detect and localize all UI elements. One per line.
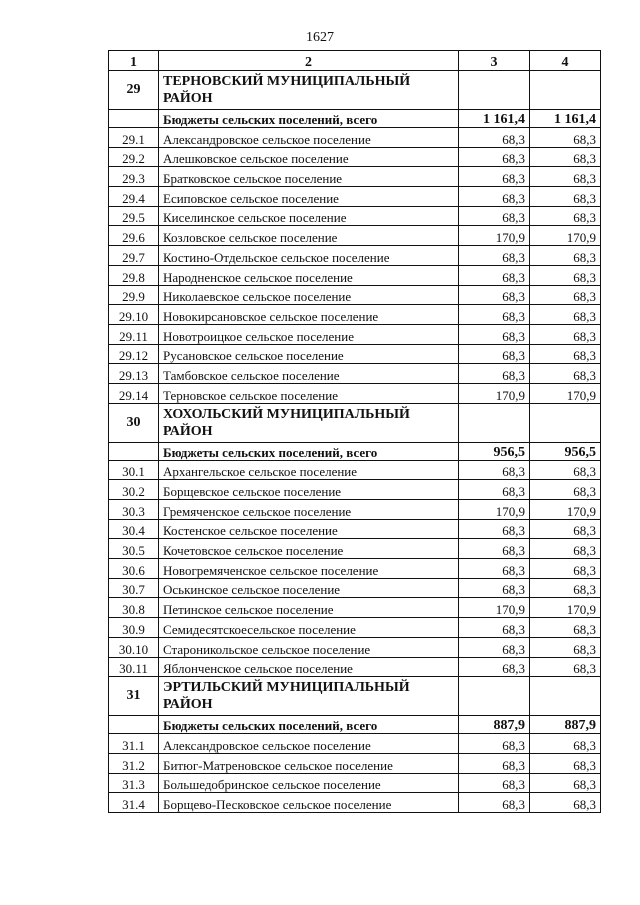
empty-cell xyxy=(459,677,530,716)
table-row xyxy=(109,383,601,403)
value-col-4: 68,3 xyxy=(530,734,601,754)
district-number: 31 xyxy=(109,677,159,716)
settlement-number: 29.12 xyxy=(109,344,159,364)
value-col-3: 170,9 xyxy=(459,598,530,618)
value-col-4: 68,3 xyxy=(530,753,601,773)
settlement-name: Терновское сельское поселение xyxy=(159,383,459,403)
total-col-3: 956,5 xyxy=(459,442,530,460)
settlement-number: 29.3 xyxy=(109,167,159,187)
settlement-name: Яблонченское сельское поселение xyxy=(159,657,459,677)
table-row xyxy=(109,773,601,793)
table-row xyxy=(109,265,601,285)
settlement-number: 29.1 xyxy=(109,128,159,148)
table-row xyxy=(109,618,601,638)
settlement-number: 29.14 xyxy=(109,383,159,403)
district-total-row xyxy=(109,442,601,460)
value-col-4: 68,3 xyxy=(530,578,601,598)
settlement-name: Большедобринское сельское поселение xyxy=(159,773,459,793)
value-col-3: 68,3 xyxy=(459,773,530,793)
value-col-4: 68,3 xyxy=(530,324,601,344)
settlement-number: 30.11 xyxy=(109,657,159,677)
settlement-name: Николаевское сельское поселение xyxy=(159,285,459,305)
value-col-4: 170,9 xyxy=(530,500,601,520)
value-col-4: 68,3 xyxy=(530,637,601,657)
settlement-name: Костенское сельское поселение xyxy=(159,519,459,539)
header-col-1: 1 xyxy=(109,51,159,71)
value-col-4: 68,3 xyxy=(530,265,601,285)
settlement-name: Новотроицкое сельское поселение xyxy=(159,324,459,344)
value-col-4: 68,3 xyxy=(530,147,601,167)
settlement-number: 29.8 xyxy=(109,265,159,285)
value-col-4: 68,3 xyxy=(530,167,601,187)
table-row xyxy=(109,539,601,559)
settlement-name: Кочетовское сельское поселение xyxy=(159,539,459,559)
settlement-name: Тамбовское сельское поселение xyxy=(159,364,459,384)
value-col-4: 68,3 xyxy=(530,187,601,207)
settlement-number: 29.6 xyxy=(109,226,159,246)
district-row xyxy=(109,71,601,110)
settlement-name: Новогремяченское сельское поселение xyxy=(159,559,459,579)
value-col-4: 68,3 xyxy=(530,559,601,579)
settlement-name: Братковское сельское поселение xyxy=(159,167,459,187)
settlement-name: Алешковское сельское поселение xyxy=(159,147,459,167)
value-col-4: 170,9 xyxy=(530,598,601,618)
value-col-3: 68,3 xyxy=(459,324,530,344)
table-row xyxy=(109,753,601,773)
value-col-4: 170,9 xyxy=(530,383,601,403)
value-col-4: 68,3 xyxy=(530,793,601,813)
settlement-number: 29.9 xyxy=(109,285,159,305)
empty-cell xyxy=(109,110,159,128)
settlement-name: Гремяченское сельское поселение xyxy=(159,500,459,520)
header-col-2: 2 xyxy=(159,51,459,71)
header-col-3: 3 xyxy=(459,51,530,71)
table-row xyxy=(109,324,601,344)
settlement-number: 31.1 xyxy=(109,734,159,754)
value-col-4: 68,3 xyxy=(530,344,601,364)
district-total-row xyxy=(109,110,601,128)
total-label: Бюджеты сельских поселений, всего xyxy=(159,110,459,128)
header-col-4: 4 xyxy=(530,51,601,71)
table-row xyxy=(109,285,601,305)
table-row xyxy=(109,734,601,754)
settlement-number: 31.4 xyxy=(109,793,159,813)
value-col-4: 68,3 xyxy=(530,460,601,480)
settlement-number: 29.13 xyxy=(109,364,159,384)
settlement-number: 30.5 xyxy=(109,539,159,559)
value-col-3: 68,3 xyxy=(459,539,530,559)
value-col-3: 68,3 xyxy=(459,480,530,500)
settlement-name: Борщево-Песковское сельское поселение xyxy=(159,793,459,813)
settlement-name: Борщевское сельское поселение xyxy=(159,480,459,500)
value-col-4: 68,3 xyxy=(530,285,601,305)
settlement-name: Новокирсановское сельское поселение xyxy=(159,305,459,325)
settlement-name: Александровское сельское поселение xyxy=(159,128,459,148)
settlement-name: Битюг-Матреновское сельское поселение xyxy=(159,753,459,773)
settlement-number: 30.8 xyxy=(109,598,159,618)
empty-cell xyxy=(530,677,601,716)
total-col-4: 887,9 xyxy=(530,716,601,734)
settlement-name: Киселинское сельское поселение xyxy=(159,206,459,226)
settlement-name: Архангельское сельское поселение xyxy=(159,460,459,480)
settlement-number: 29.2 xyxy=(109,147,159,167)
settlement-number: 31.3 xyxy=(109,773,159,793)
settlement-number: 29.4 xyxy=(109,187,159,207)
empty-cell xyxy=(530,403,601,442)
total-col-3: 1 161,4 xyxy=(459,110,530,128)
settlement-name: Костино-Отдельское сельское поселение xyxy=(159,246,459,266)
total-label: Бюджеты сельских поселений, всего xyxy=(159,442,459,460)
table-row xyxy=(109,793,601,813)
value-col-3: 68,3 xyxy=(459,753,530,773)
table-row xyxy=(109,364,601,384)
value-col-3: 68,3 xyxy=(459,265,530,285)
district-title: ХОХОЛЬСКИЙ МУНИЦИПАЛЬНЫЙ РАЙОН xyxy=(159,403,459,442)
table-row xyxy=(109,206,601,226)
value-col-3: 170,9 xyxy=(459,500,530,520)
settlement-number: 30.1 xyxy=(109,460,159,480)
settlement-number: 30.3 xyxy=(109,500,159,520)
empty-cell xyxy=(459,403,530,442)
table-row xyxy=(109,559,601,579)
settlement-number: 30.7 xyxy=(109,578,159,598)
value-col-3: 68,3 xyxy=(459,147,530,167)
table-row xyxy=(109,246,601,266)
value-col-4: 68,3 xyxy=(530,206,601,226)
settlement-name: Оськинское сельское поселение xyxy=(159,578,459,598)
settlement-number: 30.2 xyxy=(109,480,159,500)
settlement-number: 29.5 xyxy=(109,206,159,226)
value-col-3: 68,3 xyxy=(459,460,530,480)
value-col-3: 68,3 xyxy=(459,187,530,207)
value-col-3: 68,3 xyxy=(459,167,530,187)
table-row xyxy=(109,480,601,500)
settlement-number: 30.4 xyxy=(109,519,159,539)
settlement-number: 29.7 xyxy=(109,246,159,266)
table-row xyxy=(109,578,601,598)
value-col-3: 68,3 xyxy=(459,559,530,579)
settlement-name: Козловское сельское поселение xyxy=(159,226,459,246)
table-row xyxy=(109,519,601,539)
empty-cell xyxy=(530,71,601,110)
value-col-4: 68,3 xyxy=(530,364,601,384)
value-col-3: 68,3 xyxy=(459,344,530,364)
value-col-4: 68,3 xyxy=(530,480,601,500)
total-col-4: 956,5 xyxy=(530,442,601,460)
value-col-3: 68,3 xyxy=(459,285,530,305)
value-col-4: 170,9 xyxy=(530,226,601,246)
empty-cell xyxy=(459,71,530,110)
value-col-3: 68,3 xyxy=(459,637,530,657)
table-row xyxy=(109,147,601,167)
total-col-3: 887,9 xyxy=(459,716,530,734)
table-row xyxy=(109,637,601,657)
value-col-3: 68,3 xyxy=(459,618,530,638)
settlement-number: 31.2 xyxy=(109,753,159,773)
settlement-number: 29.11 xyxy=(109,324,159,344)
settlement-name: Семидесятскоесельское поселение xyxy=(159,618,459,638)
value-col-4: 68,3 xyxy=(530,773,601,793)
settlement-name: Александровское сельское поселение xyxy=(159,734,459,754)
settlement-name: Петинское сельское поселение xyxy=(159,598,459,618)
value-col-3: 68,3 xyxy=(459,305,530,325)
total-col-4: 1 161,4 xyxy=(530,110,601,128)
value-col-4: 68,3 xyxy=(530,657,601,677)
table-row xyxy=(109,128,601,148)
value-col-3: 68,3 xyxy=(459,246,530,266)
table-row xyxy=(109,226,601,246)
settlement-name: Есиповское сельское поселение xyxy=(159,187,459,207)
district-number: 29 xyxy=(109,71,159,110)
settlement-name: Русановское сельское поселение xyxy=(159,344,459,364)
value-col-3: 170,9 xyxy=(459,226,530,246)
page-number: 1627 xyxy=(306,30,334,45)
value-col-4: 68,3 xyxy=(530,305,601,325)
value-col-3: 170,9 xyxy=(459,383,530,403)
value-col-3: 68,3 xyxy=(459,578,530,598)
settlement-number: 30.6 xyxy=(109,559,159,579)
value-col-4: 68,3 xyxy=(530,539,601,559)
district-number: 30 xyxy=(109,403,159,442)
settlement-number: 30.9 xyxy=(109,618,159,638)
value-col-3: 68,3 xyxy=(459,734,530,754)
district-title: ЭРТИЛЬСКИЙ МУНИЦИПАЛЬНЫЙ РАЙОН xyxy=(159,677,459,716)
table-row xyxy=(109,598,601,618)
table-row xyxy=(109,500,601,520)
district-row xyxy=(109,677,601,716)
value-col-4: 68,3 xyxy=(530,519,601,539)
value-col-3: 68,3 xyxy=(459,364,530,384)
settlement-number: 29.10 xyxy=(109,305,159,325)
table-row xyxy=(109,167,601,187)
value-col-3: 68,3 xyxy=(459,657,530,677)
value-col-4: 68,3 xyxy=(530,246,601,266)
budget-table xyxy=(108,50,601,813)
total-label: Бюджеты сельских поселений, всего xyxy=(159,716,459,734)
district-title: ТЕРНОВСКИЙ МУНИЦИПАЛЬНЫЙ РАЙОН xyxy=(159,71,459,110)
value-col-3: 68,3 xyxy=(459,519,530,539)
table-row xyxy=(109,460,601,480)
value-col-3: 68,3 xyxy=(459,128,530,148)
value-col-4: 68,3 xyxy=(530,618,601,638)
settlement-number: 30.10 xyxy=(109,637,159,657)
table-row xyxy=(109,344,601,364)
empty-cell xyxy=(109,716,159,734)
table-row xyxy=(109,657,601,677)
settlement-name: Староникольское сельское поселение xyxy=(159,637,459,657)
table-row xyxy=(109,305,601,325)
table-row xyxy=(109,187,601,207)
value-col-3: 68,3 xyxy=(459,793,530,813)
district-row xyxy=(109,403,601,442)
settlement-name: Народненское сельское поселение xyxy=(159,265,459,285)
district-total-row xyxy=(109,716,601,734)
empty-cell xyxy=(109,442,159,460)
value-col-3: 68,3 xyxy=(459,206,530,226)
value-col-4: 68,3 xyxy=(530,128,601,148)
table-header-row xyxy=(109,51,601,71)
